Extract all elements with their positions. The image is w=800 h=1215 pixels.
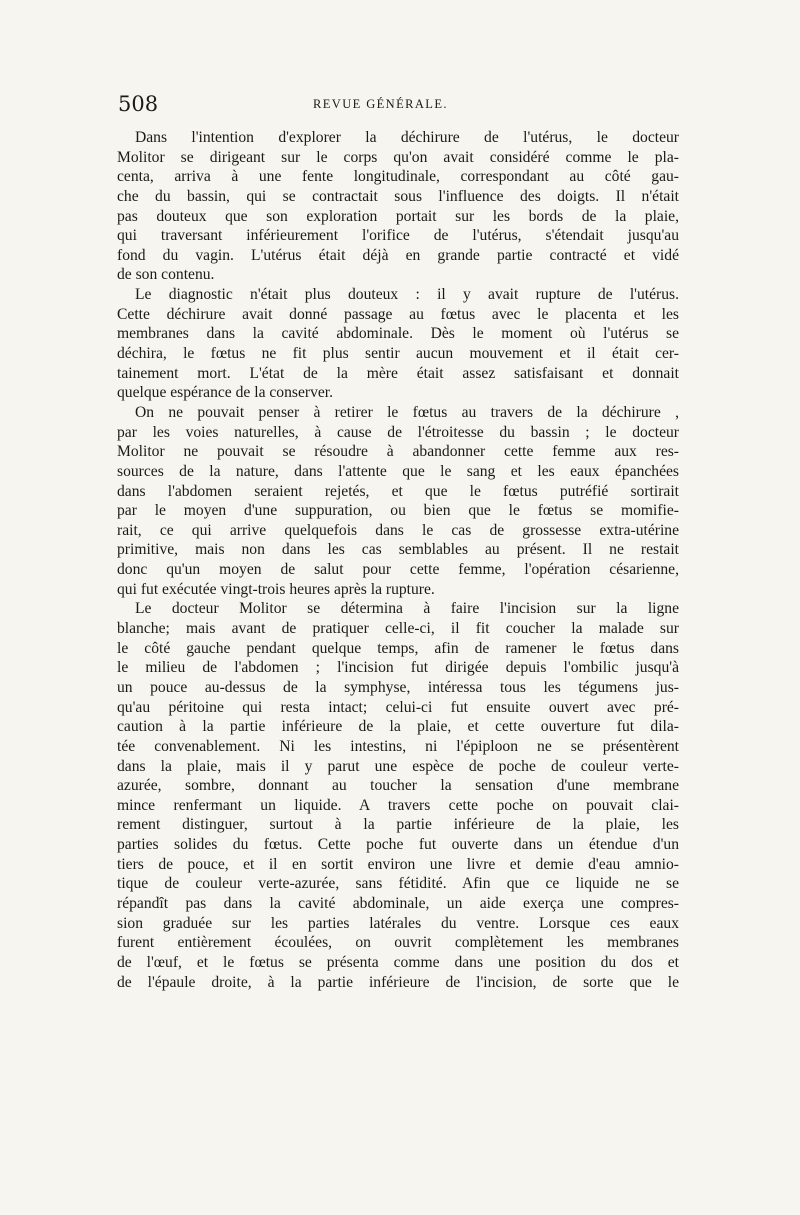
text-line: Le diagnostic n'était plus douteux : il y avait rupture de l'utérus. xyxy=(135,286,679,304)
text-line: de son contenu. xyxy=(117,266,215,284)
page-header xyxy=(118,92,678,118)
text-line: On ne pouvait penser à retirer le fœtus au travers de la déchirure , xyxy=(135,403,679,421)
text-line: fond du vagin. L'utérus était déjà en grande partie contracté et vidé xyxy=(117,246,679,264)
text-line: Molitor ne pouvait se résoudre à abandonner cette femme aux res- xyxy=(117,443,679,461)
text-line: pas douteux que son exploration portait sur les bords de la plaie, xyxy=(117,207,679,225)
text-line: le milieu de l'abdomen ; l'incision fut dirigée depuis l'ombilic jusqu'à xyxy=(117,659,679,677)
text-line: caution à la partie inférieure de la plaie, et cette ouverture fut dila- xyxy=(117,718,679,736)
text-line: quelque espérance de la conserver. xyxy=(117,384,334,402)
text-line: sion graduée sur les parties latérales du ventre. Lorsque ces eaux xyxy=(117,914,679,932)
text-line: membranes dans la cavité abdominale. Dès le moment où l'utérus se xyxy=(117,325,679,343)
text-line: tique de couleur verte-azurée, sans fétidité. Afin que ce liquide ne se xyxy=(117,875,679,893)
running-title: REVUE GÉNÉRALE. xyxy=(313,97,448,111)
text-line: dans l'abdomen seraient rejetés, et que le fœtus putréfié sortirait xyxy=(117,482,679,500)
text-line: tiers de pouce, et il en sortit environ une livre et demie d'eau amnio- xyxy=(117,855,679,873)
page-number: 508 xyxy=(118,92,159,116)
text-line: déchira, le fœtus ne fit plus sentir aucun mouvement et il était cer- xyxy=(117,345,679,363)
text-line: rait, ce qui arrive quelquefois dans le cas de grossesse extra-utérine xyxy=(117,521,679,539)
text-line: tainement mort. L'état de la mère était assez satisfaisant et donnait xyxy=(117,364,679,382)
text-line: répandît pas dans la cavité abdominale, un aide exerça une compres- xyxy=(117,894,679,912)
text-line: Cette déchirure avait donné passage au fœtus avec le placenta et les xyxy=(117,305,679,323)
text-line: furent entièrement écoulées, on ouvrit complètement les membranes xyxy=(117,934,679,952)
text-line: Molitor se dirigeant sur le corps qu'on avait considéré comme le pla- xyxy=(117,148,679,166)
text-line: primitive, mais non dans les cas semblables au présent. Il ne restait xyxy=(117,541,679,559)
text-line: che du bassin, qui se contractait sous l'influence des doigts. Il n'était xyxy=(117,187,679,205)
text-line: sources de la nature, dans l'attente que le sang et les eaux épanchées xyxy=(117,462,679,480)
text-line: qui traversant inférieurement l'orifice de l'utérus, s'étendait jusqu'au xyxy=(117,227,679,245)
text-line: dans la plaie, mais il y parut une espèce de poche de couleur verte- xyxy=(117,757,679,775)
text-line: mince renfermant un liquide. A travers cette poche on pouvait clai- xyxy=(117,796,679,814)
text-line: centa, arriva à une fente longitudinale, correspondant au côté gau- xyxy=(117,168,679,186)
text-line: qu'au péritoine qui resta intact; celui-ci fut ensuite ouvert avec pré- xyxy=(117,698,679,716)
text-line: azurée, sombre, donnant au toucher la sensation d'une membrane xyxy=(117,777,679,795)
text-line: rement distinguer, surtout à la partie inférieure de la plaie, les xyxy=(117,816,679,834)
text-line: Dans l'intention d'explorer la déchirure de l'utérus, le docteur xyxy=(135,129,679,146)
text-line: tée convenablement. Ni les intestins, ni l'épiploon ne se présentèrent xyxy=(117,737,679,755)
text-line: le côté gauche pendant quelque temps, afin de ramener le fœtus dans xyxy=(117,639,679,657)
text-line: par le moyen d'une suppuration, ou bien que le fœtus se momifie- xyxy=(117,502,679,520)
text-line: parties solides du fœtus. Cette poche fut ouverte dans un étendue d'un xyxy=(117,836,679,854)
text-line: par les voies naturelles, à cause de l'étroitesse du bassin ; le docteur xyxy=(117,423,679,441)
text-line: donc qu'un moyen de salut pour cette femme, l'opération césarienne, xyxy=(117,561,679,579)
text-line: un pouce au-dessus de la symphyse, intéressa tous les tégumens jus- xyxy=(117,678,679,696)
text-line: qui fut exécutée vingt-trois heures après la rupture. xyxy=(117,580,435,598)
text-line: Le docteur Molitor se détermina à faire l'incision sur la ligne xyxy=(135,600,679,618)
text-line: de l'épaule droite, à la partie inférieure de l'incision, de sorte que le xyxy=(117,973,679,991)
text-line: de l'œuf, et le fœtus se présenta comme dans une position du dos et xyxy=(117,953,679,971)
body-text xyxy=(117,128,679,992)
text-line: blanche; mais avant de pratiquer celle-ci, il fit coucher la malade sur xyxy=(117,620,679,638)
